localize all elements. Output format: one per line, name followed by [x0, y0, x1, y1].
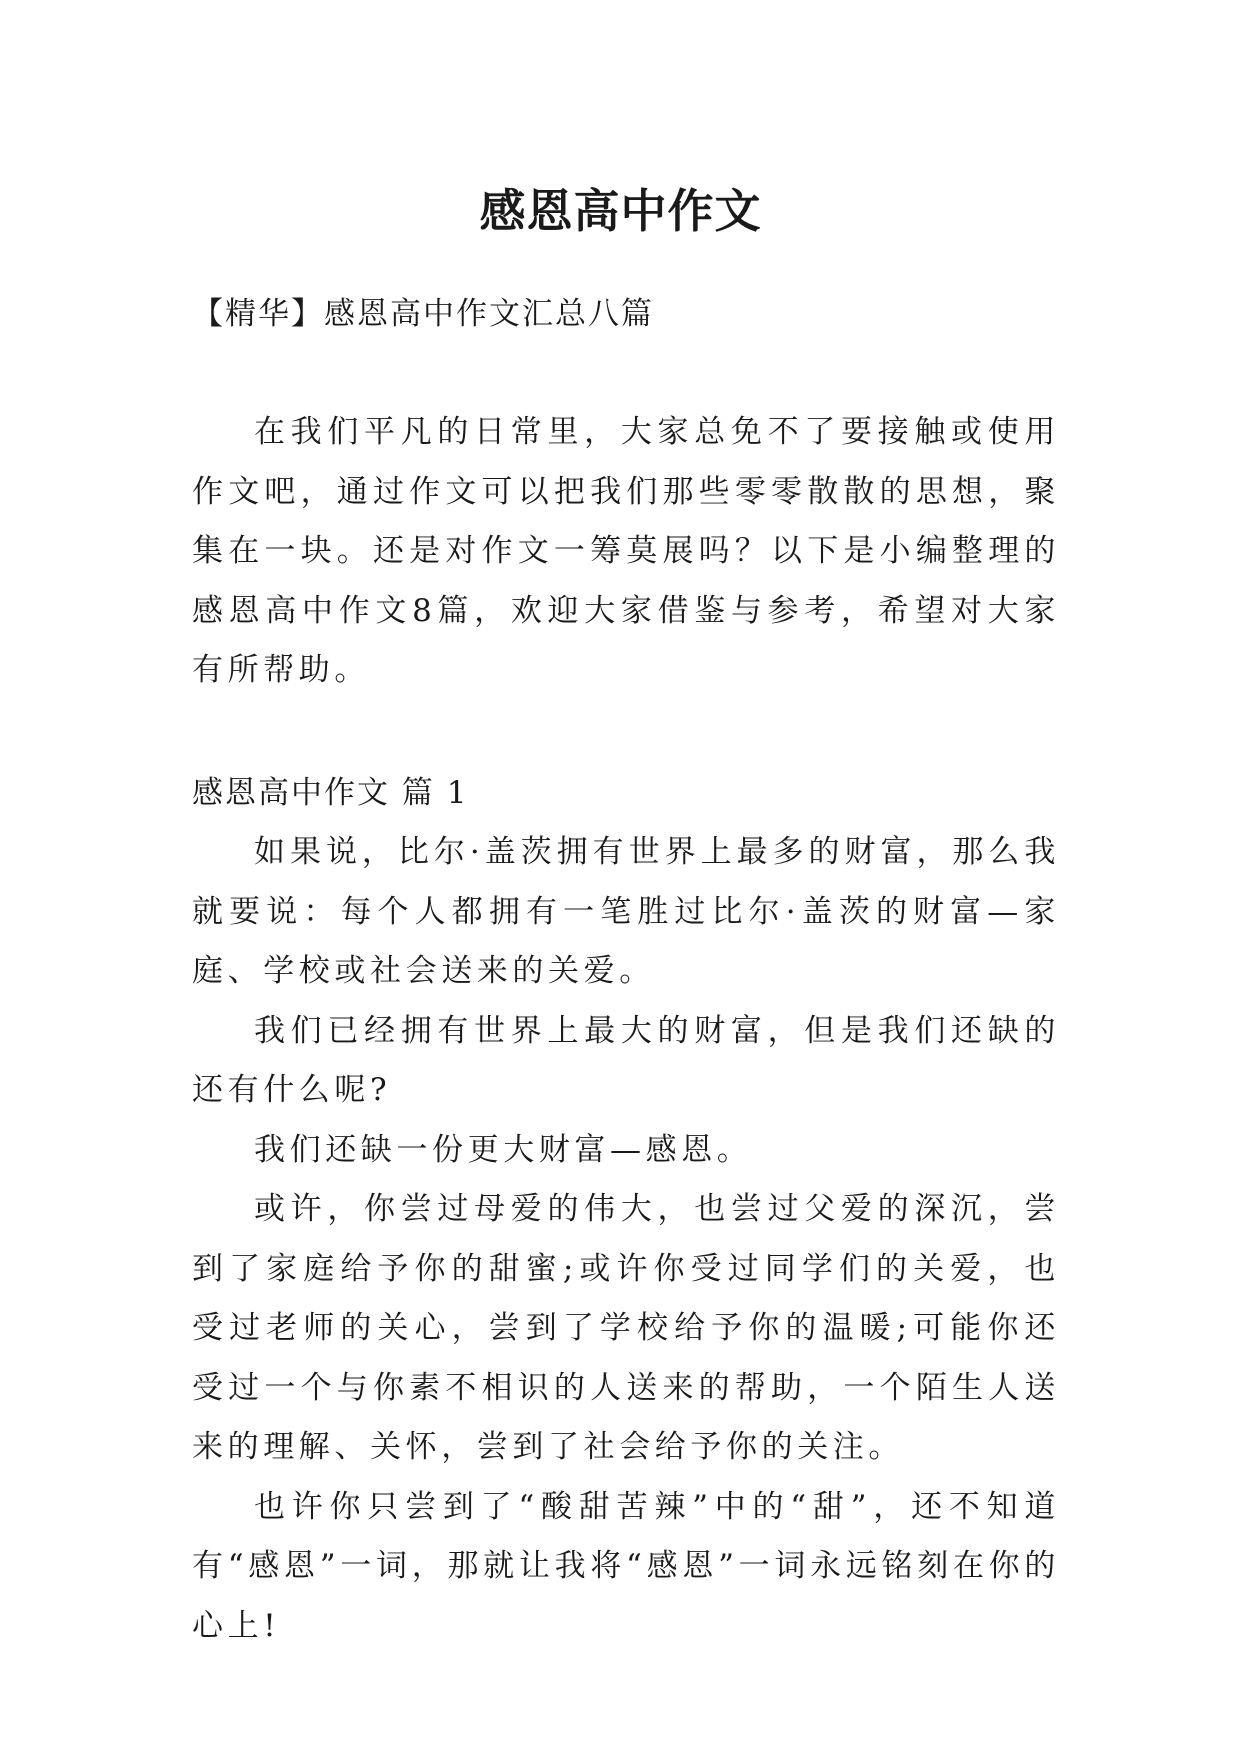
essay-paragraph: 我们还缺一份更大财富—感恩。 — [254, 1131, 753, 1168]
section-heading: 感恩高中作文 篇 1 — [192, 774, 469, 811]
essay-paragraph: 或许，你尝过母爱的伟大，也尝过父爱的深沉，尝到了家庭给予你的甜蜜;或许你受过同学们的关爱，也受过老师的关心，尝到了学校给予你的温暖;可能你还受过一个与你素不相识的人送来的帮助，一个陌生人送来的理解、关怀，尝到了社会给予你的关注。 — [192, 1191, 1060, 1465]
document-subtitle: 【精华】感恩高中作文汇总八篇 — [192, 296, 654, 332]
essay-paragraph: 我们已经拥有世界上最大的财富，但是我们还缺的还有什么呢? — [192, 1012, 1060, 1108]
essay-paragraph: 也许你只尝到了“酸甜苦辣”中的“甜”，还不知道有“感恩”一词，那就让我将“感恩”一词永远铭刻在你的心上! — [192, 1488, 1060, 1644]
document-title: 感恩高中作文 — [479, 183, 762, 238]
essay-paragraph: 如果说，比尔·盖茨拥有世界上最多的财富，那么我就要说：每个人都拥有一笔胜过比尔·盖茨的财富—家庭、学校或社会送来的关爱。 — [192, 834, 1060, 989]
intro-paragraph: 在我们平凡的日常里，大家总免不了要接触或使用作文吧，通过作文可以把我们那些零零散散的思想，聚集在一块。还是对作文一筹莫展吗？以下是小编整理的感恩高中作文8篇，欢迎大家借鉴与参考，希望对大家有所帮助。 — [192, 414, 1060, 688]
document-body — [192, 403, 1060, 1656]
